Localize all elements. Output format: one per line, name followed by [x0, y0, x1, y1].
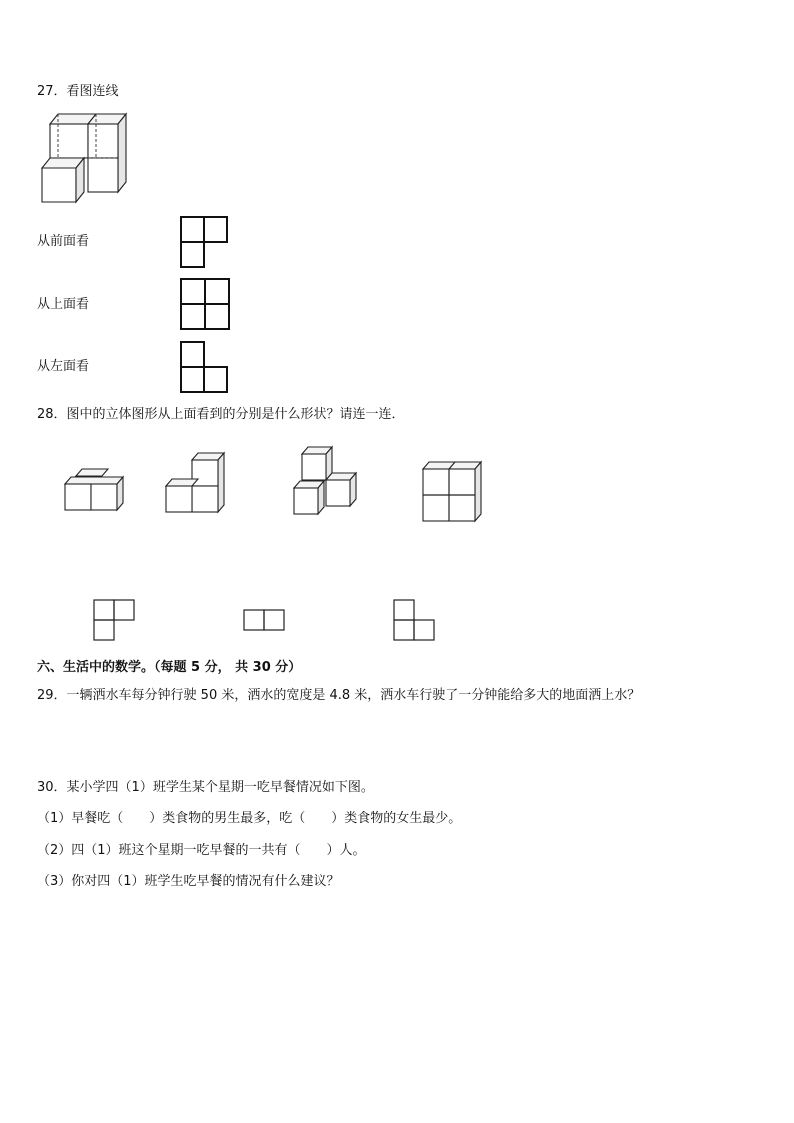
q28-solid-2	[164, 452, 228, 516]
q28-solid-1	[62, 466, 126, 514]
q27-view-option-3	[180, 341, 232, 395]
q30-sub2: （2）四（1）班这个星期一吃早餐的一共有（ ）人。	[37, 843, 366, 858]
q29-text: 29．一辆洒水车每分钟行驶 50 米，洒水的宽度是 4.8 米，洒水车行驶了一分钟能给多大的地面洒上水？	[37, 688, 641, 703]
q27-solid-figure	[38, 108, 132, 208]
section6-title: 六、生活中的数学。（每题 5 分， 共 30 分）	[37, 660, 302, 675]
q30-sub3: （3）你对四（1）班学生吃早餐的情况有什么建议？	[37, 874, 340, 889]
q27-title: 27．看图连线	[37, 84, 119, 99]
q28-view-option-2	[243, 609, 287, 633]
q28-solid-4	[420, 460, 484, 524]
q28-title: 28．图中的立体图形从上面看到的分别是什么形状？请连一连．	[37, 407, 405, 422]
q30-sub1: （1）早餐吃（ ）类食物的男生最多，吃（ ）类食物的女生最少。	[37, 811, 462, 826]
view-top-label: 从上面看	[37, 297, 90, 312]
q27-view-option-1	[180, 216, 230, 270]
q27-view-option-2	[180, 278, 232, 332]
q30-title: 30．某小学四（1）班学生某个星期一吃早餐情况如下图。	[37, 780, 374, 795]
view-front-label: 从前面看	[37, 234, 90, 249]
view-left-label: 从左面看	[37, 359, 90, 374]
q28-solid-3	[290, 446, 364, 518]
q28-view-option-3	[393, 599, 437, 643]
q28-view-option-1	[93, 599, 137, 643]
